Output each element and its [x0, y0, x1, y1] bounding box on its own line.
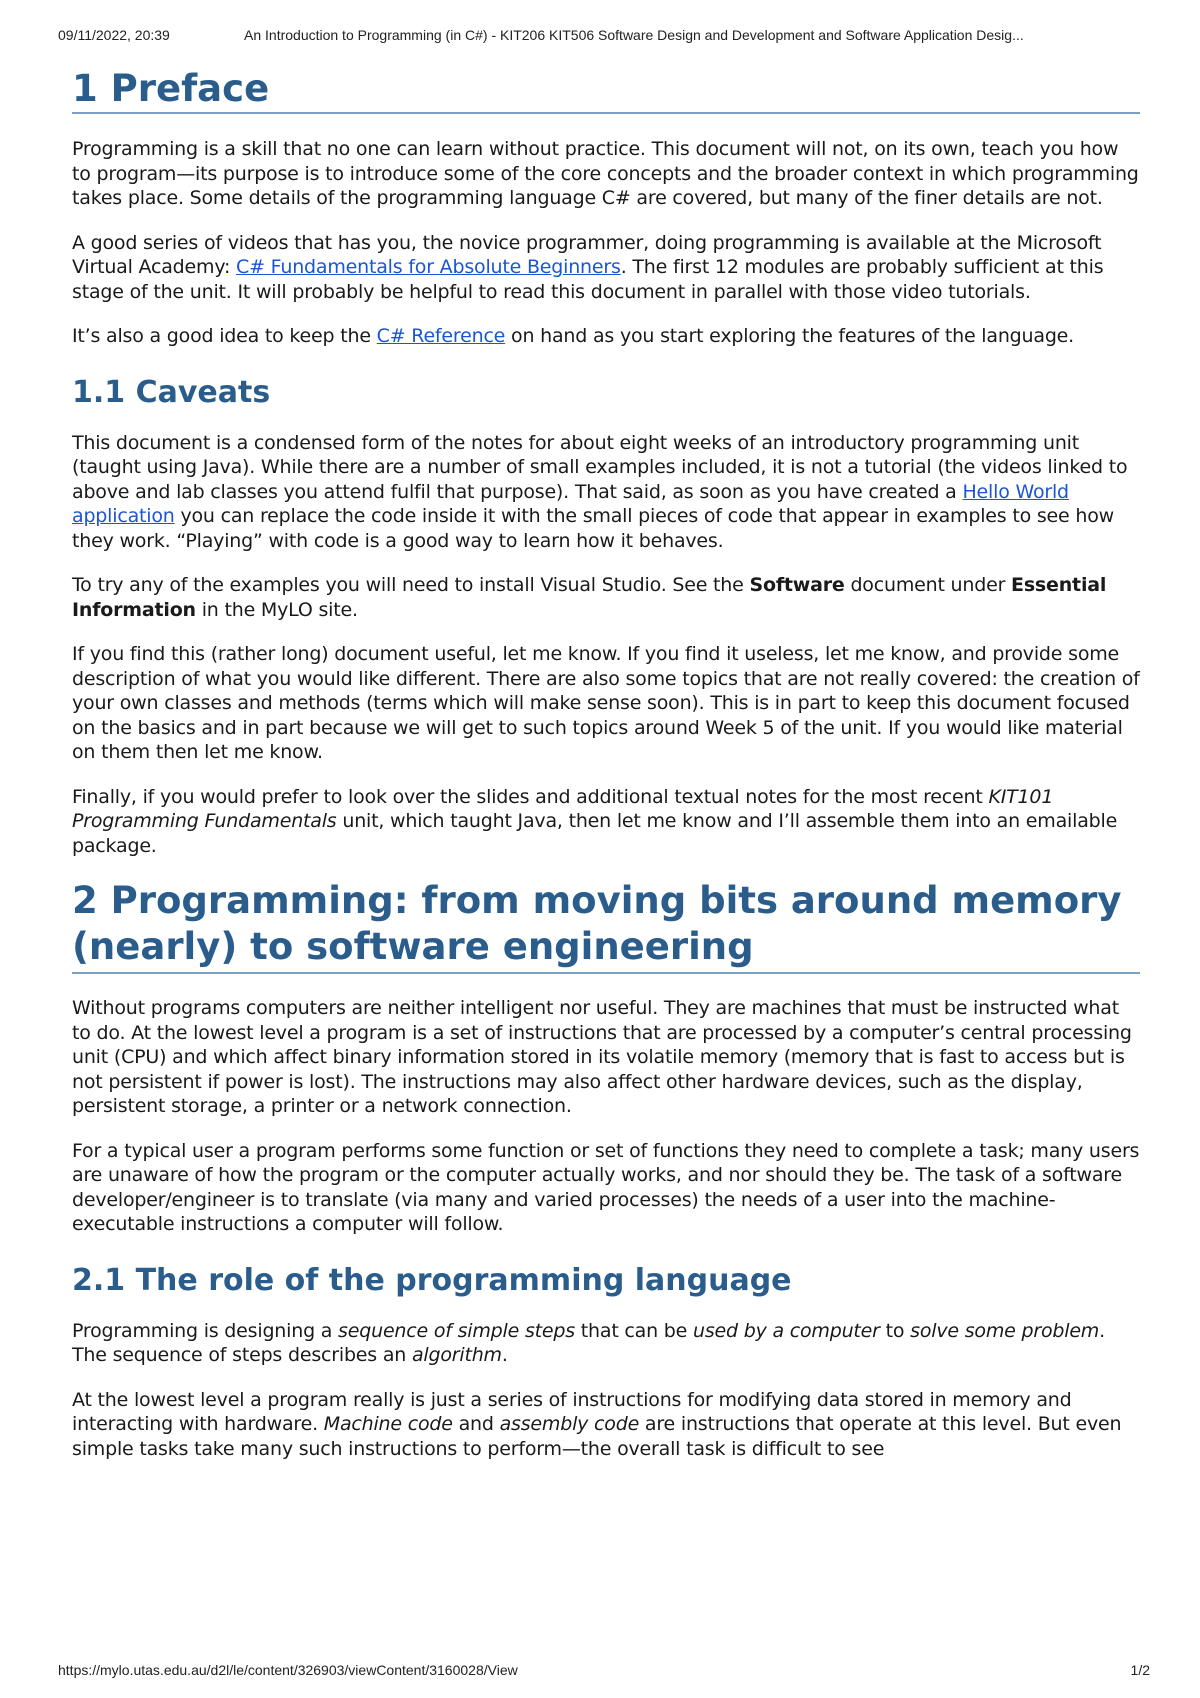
text-run: It’s also a good idea to keep the	[72, 325, 377, 347]
print-date: 09/11/2022, 20:39	[58, 27, 170, 43]
role-paragraph-1	[72, 1319, 1140, 1368]
heading-caveats: 1.1 Caveats	[72, 374, 271, 410]
italic-text: used by a computer	[692, 1319, 880, 1342]
caveats-paragraph-2	[72, 573, 1140, 622]
text-run: to	[879, 1319, 911, 1342]
text-run: .	[501, 1344, 508, 1366]
text-run: document under	[844, 574, 1012, 596]
text-run: At the lowest level a program really is just a series of instructions for modifying data stored in memory and interacting with hardware.	[72, 1388, 1072, 1435]
heading-preface: 1 Preface	[72, 68, 1140, 114]
text-run: and	[452, 1413, 500, 1435]
link-csharp-reference[interactable]: C# Reference	[376, 325, 506, 347]
link-csharp-fundamentals[interactable]: C# Fundamentals for Absolute Beginners	[236, 256, 621, 278]
heading-role-of-language: 2.1 The role of the programming language	[72, 1262, 792, 1298]
document-content	[72, 68, 1140, 1481]
preface-paragraph-1: Programming is a skill that no one can learn without practice. This document will not, on its own, teach you how to program—its purpose is to introduce some of the core concepts and the broader context in which programming takes place. Some details of the programming language C# are covered, but many of the finer details are not.	[72, 138, 1139, 209]
text-run: Programming is designing a	[72, 1319, 339, 1342]
programming-paragraph-2: For a typical user a program performs some function or set of functions they need to complete a task; many users are unaware of how the program or the computer actually works, and nor should they be. The task of a software developer/engineer is to translate (via many and varied processes) the needs of a user into the machine-executable instructions a computer will follow.	[72, 1139, 1140, 1235]
print-header	[0, 27, 1200, 47]
italic-text: assembly code	[499, 1413, 640, 1435]
text-run: on hand as you start exploring the features of the language.	[505, 325, 1075, 347]
italic-text: sequence of simple steps	[338, 1319, 575, 1342]
heading-programming: 2 Programming: from moving bits around memory (nearly) to software engineering	[72, 878, 1140, 974]
text-run: that can be	[574, 1319, 693, 1342]
italic-text: Machine code	[323, 1413, 453, 1435]
preface-paragraph-3	[72, 324, 1140, 349]
page-number: 1/2	[1130, 1662, 1150, 1678]
caveats-paragraph-4	[72, 785, 1140, 859]
programming-paragraph-1: Without programs computers are neither intelligent nor useful. They are machines that must be instructed what to do. At the lowest level a program is a set of instructions that are processed by a computer’s central processing unit (CPU) and which affect binary information stored in its volatile memory (memory that is fast to access but is not persistent if power is lost). The instructions may also affect other hardware devices, such as the display, persistent storage, a printer or a network connection.	[72, 997, 1132, 1117]
print-url: https://mylo.utas.edu.au/d2l/le/content/326903/viewContent/3160028/View	[58, 1662, 518, 1678]
text-run: To try any of the examples you will need to install Visual Studio. See the	[72, 574, 750, 596]
bold-text: Software	[749, 574, 845, 596]
print-footer	[0, 1662, 1200, 1682]
caveats-paragraph-3: If you find this (rather long) document useful, let me know. If you find it useless, let me know, and provide some description of what you would like different. There are also some topics that are not really covered: the creation of your own classes and methods (terms which will make sense soon). This is in part to keep this document focused on the basics and in part because we will get to such topics around Week 5 of the unit. If you would like material on them then let me know.	[72, 643, 1140, 763]
text-run: unit, which taught Java, then let me know and I’ll assemble them into an emailable package.	[72, 810, 1118, 857]
role-paragraph-2	[72, 1388, 1140, 1462]
italic-text: solve some problem	[910, 1319, 1100, 1342]
preface-paragraph-2	[72, 231, 1140, 305]
caveats-paragraph-1	[72, 431, 1140, 554]
text-run: you can replace the code inside it with the small pieces of code that appear in examples to see how they work. “Playing” with code is a good way to learn how it behaves.	[72, 505, 1114, 552]
text-run: . The sequence of steps describes an	[72, 1319, 1105, 1366]
text-run: are instructions that operate at this level. But even simple tasks take many such instructions to perform—the overall task is difficult to see	[72, 1413, 1122, 1460]
print-page-title: An Introduction to Programming (in C#) - KIT206 KIT506 Software Design and Development and Software Application Desig...	[244, 27, 1024, 43]
text-run: Finally, if you would prefer to look over the slides and additional textual notes for the most recent	[72, 785, 989, 808]
text-run: . The first 12 modules are probably sufficient at this stage of the unit. It will probably be helpful to read this document in parallel with those video tutorials.	[72, 256, 1104, 303]
italic-text: KIT101 Programming Fundamentals	[72, 785, 1054, 832]
italic-text: algorithm	[411, 1344, 502, 1366]
text-run: A good series of videos that has you, the novice programmer, doing programming is available at the Microsoft Virtual Academy:	[72, 231, 1102, 278]
link-hello-world[interactable]: Hello World application	[72, 480, 1069, 527]
bold-text: Essential Information	[72, 574, 1107, 621]
text-run: in the MyLO site.	[195, 598, 358, 621]
text-run: This document is a condensed form of the notes for about eight weeks of an introductory programming unit (taught using Java). While there are a number of small examples included, it is not a tutorial (the videos linked to above and lab classes you attend fulfil that purpose). That said, as soon as you have created a	[72, 431, 1128, 503]
